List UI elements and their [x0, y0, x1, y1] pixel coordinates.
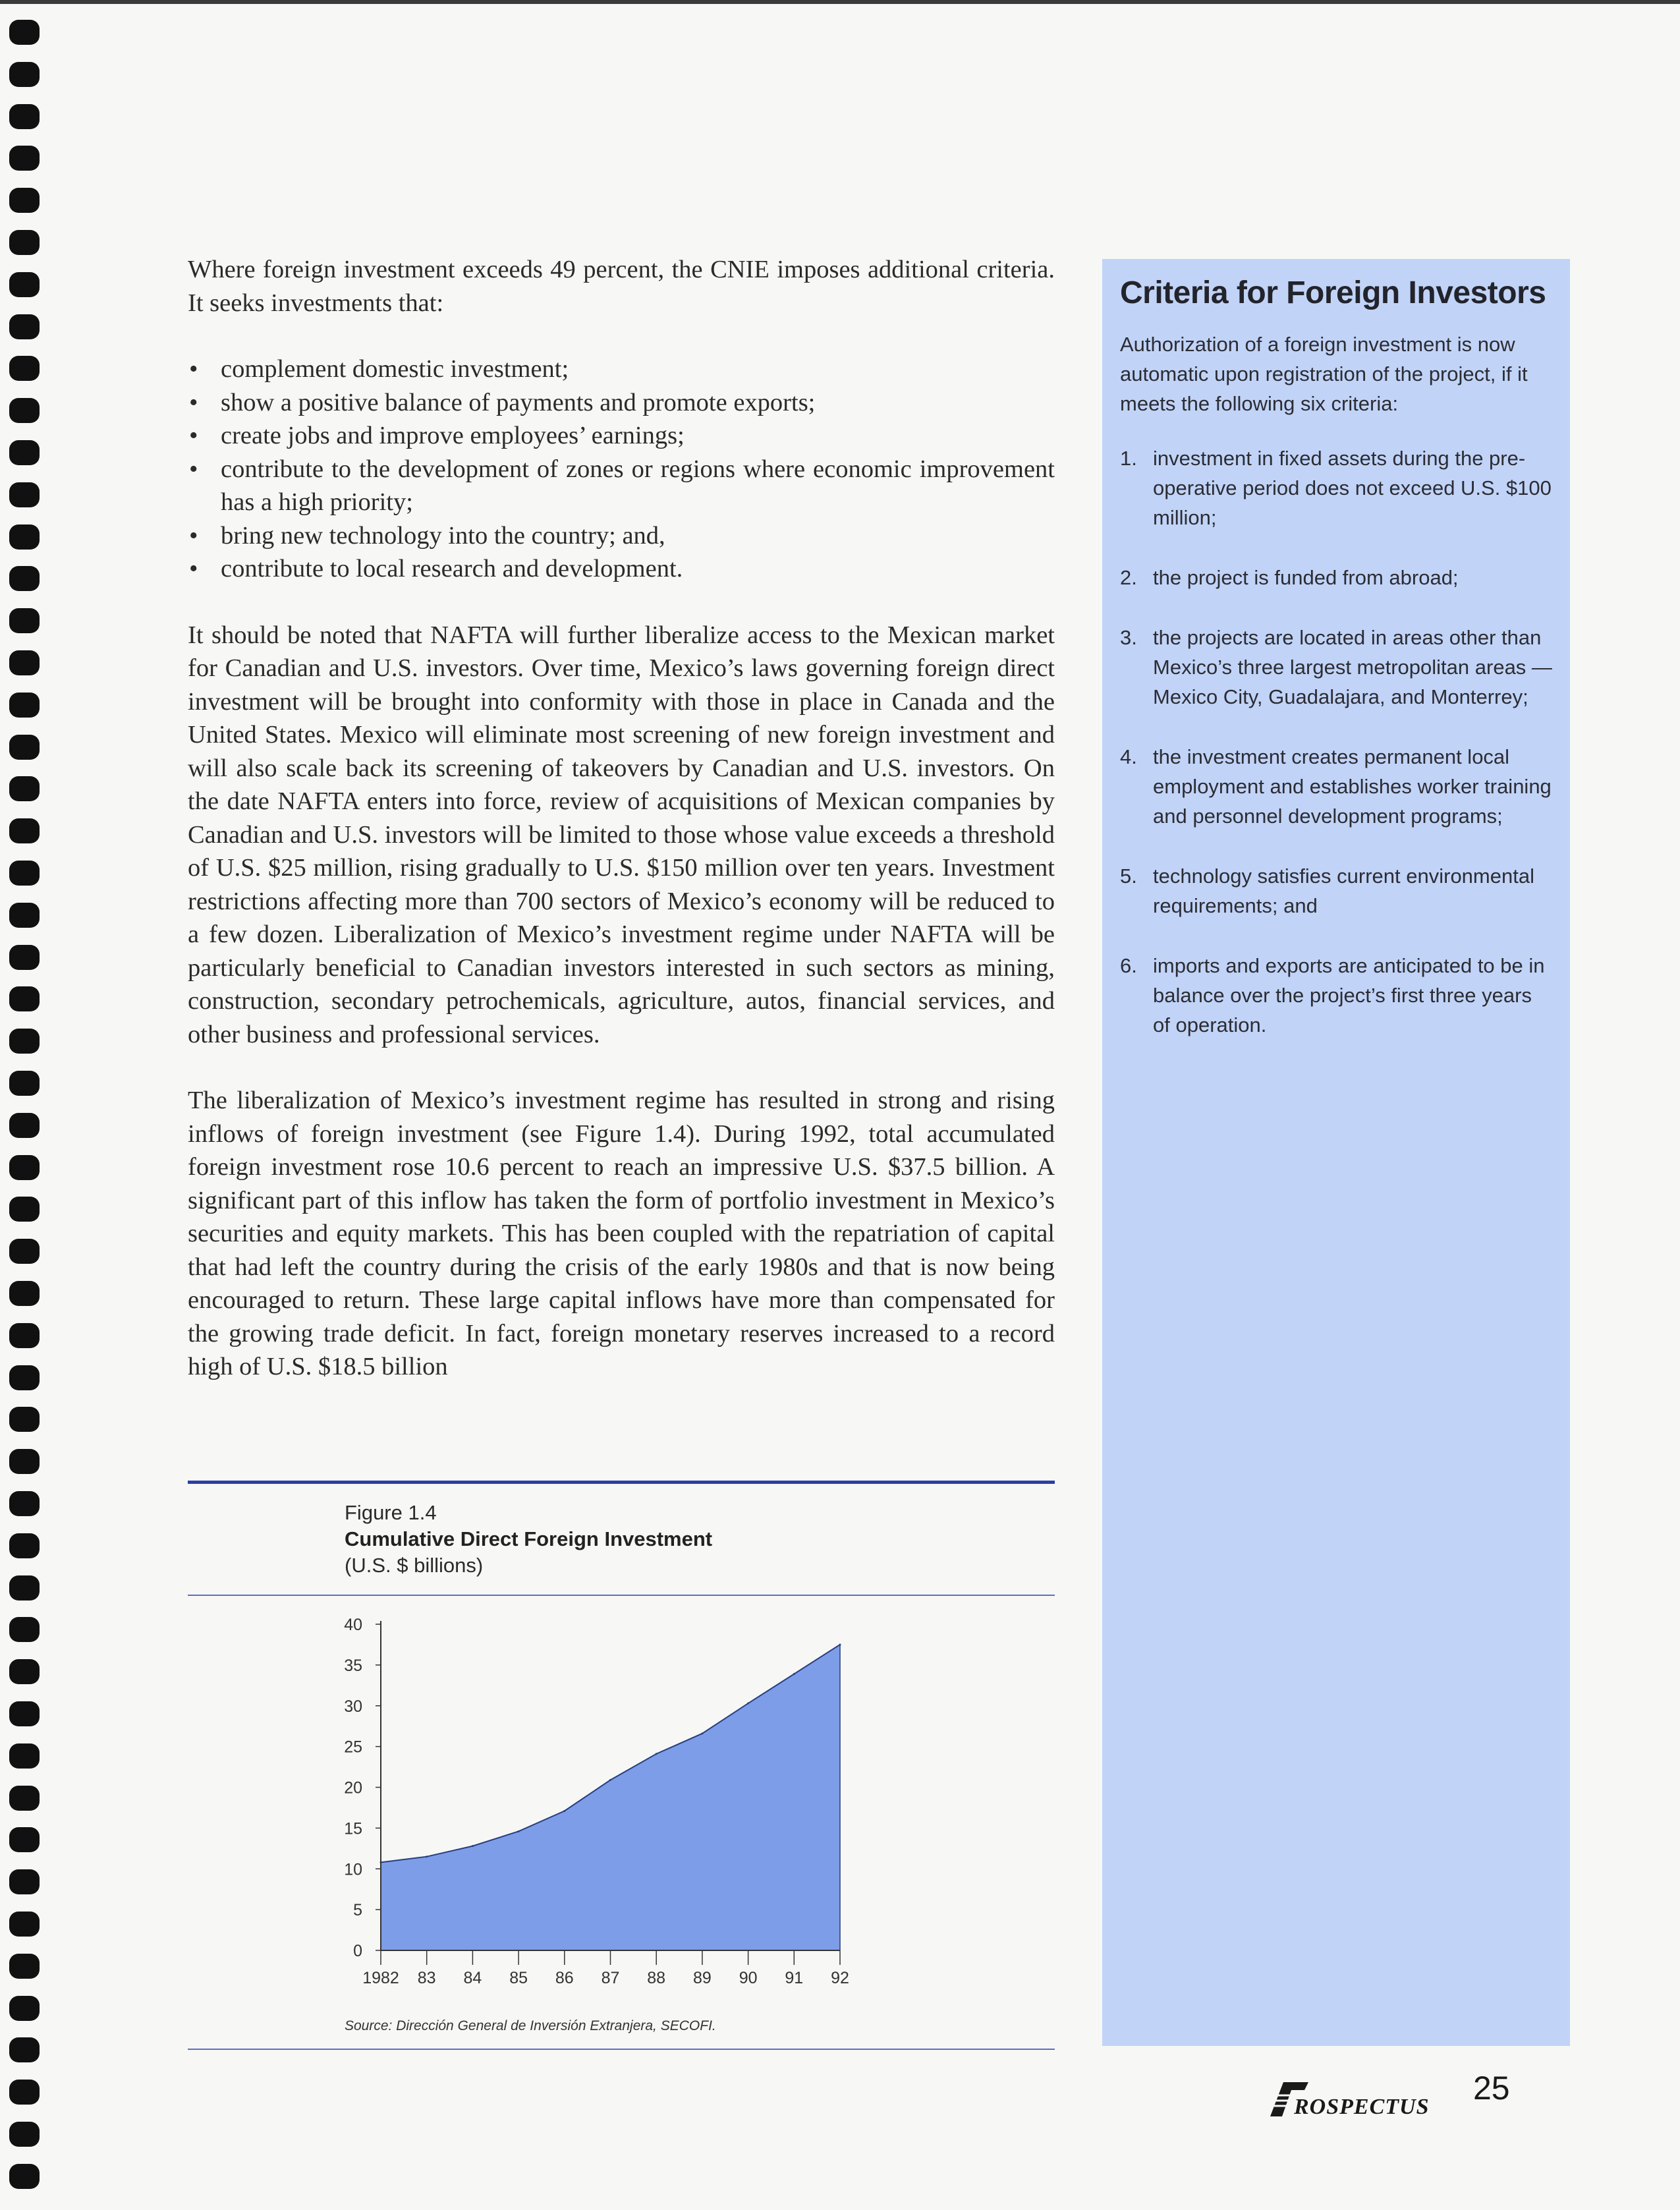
bullet-item: • contribute to local research and development.	[188, 552, 1055, 586]
criteria-number: 3.	[1120, 626, 1137, 649]
binding-hole	[9, 693, 40, 718]
top-edge-line	[0, 0, 1680, 4]
binding-hole	[9, 1239, 40, 1264]
binding-hole	[9, 1449, 40, 1474]
binding-hole	[9, 650, 40, 675]
data-point	[839, 1643, 841, 1645]
binding-hole	[9, 482, 40, 507]
criteria-number: 4.	[1120, 745, 1137, 768]
figure-header-rule	[188, 1595, 1055, 1596]
binding-hole	[9, 356, 40, 381]
binding-hole	[9, 20, 40, 45]
bullet-item: • contribute to the development of zones or regions where economic improvement has a high priority;	[188, 453, 1055, 519]
binding-hole	[9, 1197, 40, 1222]
binding-hole	[9, 1869, 40, 1894]
criteria-sidebar	[1102, 259, 1570, 2046]
x-tick-label: 90	[739, 1969, 758, 1987]
binding-hole	[9, 945, 40, 970]
data-point	[656, 1753, 658, 1755]
x-tick-label: 83	[417, 1969, 436, 1987]
figure-top-rule	[188, 1481, 1055, 1484]
binding-hole	[9, 1912, 40, 1937]
logo-wordmark	[1268, 2076, 1439, 2122]
figure-units: (U.S. $ billions)	[345, 1554, 484, 1577]
binding-hole	[9, 566, 40, 591]
criteria-item	[1120, 443, 1552, 532]
bullet-item: • bring new technology into the country; and,	[188, 519, 1055, 553]
binding-hole	[9, 1365, 40, 1390]
main-text	[188, 253, 1055, 1384]
binding-hole	[9, 1029, 40, 1054]
x-tick-label: 84	[463, 1969, 482, 1987]
binding-hole	[9, 2080, 40, 2105]
y-tick-label: 35	[344, 1656, 362, 1675]
criteria-item	[1120, 861, 1552, 921]
binding-hole	[9, 2164, 40, 2189]
figure-number: Figure 1.4	[345, 1501, 437, 1524]
data-point	[472, 1845, 474, 1847]
y-tick-label: 20	[344, 1778, 362, 1798]
criteria-text: imports and exports are anticipated to be in balance over the project’s first three years of operation.	[1153, 954, 1545, 1036]
y-tick-label: 40	[344, 1616, 362, 1634]
data-point	[609, 1779, 611, 1781]
sidebar-intro: Authorization of a foreign investment is now automatic upon registration of the project, if it meets the following six criteria:	[1120, 333, 1528, 415]
x-tick-label: 91	[785, 1969, 804, 1987]
paragraph-nafta: It should be noted that NAFTA will further liberalize access to the Mexican market for Canadian and U.S. investors. Over time, Mexico’s laws governing foreign direct investment will be brought into conformity with those in place in Canada and the United States. Mexico will eliminate most screening of new foreign investment and will also scale back its screening of takeovers by Canadian and U.S. investors. On the date NAFTA enters into force, review of acquisitions of Mexican companies by Canadian and U.S. investors will be limited to those whose value exceeds a threshold of U.S. $25 million, rising gradually to U.S. $150 million over ten years. Investment restrictions affecting more than 700 sectors of Mexico’s economy will be reduced to a few dozen. Liberalization of Mexico’s investment regime under NAFTA will be particularly beneficial to Canadian investors interested in such sectors as mining, construction, secondary petrochemicals, agriculture, autos, financial services, and other business and professional services.	[188, 621, 1055, 1048]
data-point	[426, 1856, 428, 1857]
criteria-text: technology satisfies current environmental requirements; and	[1153, 864, 1534, 917]
criteria-text: investment in fixed assets during the pre-operative period does not exceed U.S. $100 million;	[1153, 447, 1552, 529]
y-tick-label: 10	[344, 1860, 362, 1879]
investment-area-chart	[310, 1608, 903, 2003]
binding-hole	[9, 188, 40, 213]
binding-hole	[9, 1113, 40, 1138]
figure-bottom-rule	[188, 2049, 1055, 2050]
binding-hole	[9, 1281, 40, 1306]
binding-hole	[9, 1323, 40, 1348]
criteria-item	[1120, 623, 1552, 712]
x-tick-label: 1982	[362, 1969, 399, 1987]
binding-hole	[9, 735, 40, 760]
data-point	[518, 1830, 520, 1832]
binding-hole	[9, 314, 40, 339]
y-tick-label: 5	[353, 1901, 362, 1920]
criteria-list	[1120, 443, 1552, 1040]
binding-hole	[9, 1155, 40, 1180]
criteria-bullet-list	[188, 353, 1055, 586]
binding-hole	[9, 861, 40, 886]
criteria-item	[1120, 742, 1552, 831]
data-point	[701, 1732, 703, 1734]
figure-caption	[345, 1500, 712, 1579]
binding-hole	[9, 1701, 40, 1726]
binding-hole	[9, 230, 40, 255]
sidebar-title: Criteria for Foreign Investors	[1120, 275, 1546, 310]
binding-hole	[9, 2122, 40, 2147]
criteria-item	[1120, 951, 1552, 1040]
y-tick-label: 15	[344, 1819, 362, 1838]
binding-hole	[9, 2037, 40, 2062]
binding-hole	[9, 398, 40, 423]
binding-hole	[9, 986, 40, 1011]
binding-hole	[9, 1575, 40, 1601]
binding-hole	[9, 1491, 40, 1516]
binding-hole	[9, 903, 40, 928]
binding-hole	[9, 440, 40, 465]
binding-hole	[9, 146, 40, 171]
binding-hole	[9, 104, 40, 129]
x-tick-label: 89	[692, 1969, 712, 1987]
binding-hole	[9, 1659, 40, 1684]
figure-title: Cumulative Direct Foreign Investment	[345, 1527, 713, 1550]
binding-hole	[9, 272, 40, 297]
paragraph-intro: Where foreign investment exceeds 49 percent, the CNIE imposes additional criteria. It seeks investments that:	[188, 256, 1055, 317]
binding-hole	[9, 1071, 40, 1096]
data-point	[793, 1673, 795, 1675]
binding-hole	[9, 62, 40, 87]
paragraph-liberalization: The liberalization of Mexico’s investment regime has resulted in strong and rising inflows of foreign investment (see Figure 1.4). During 1992, total accumulated foreign investment rose 10.6 percent to reach an impressive U.S. $37.5 billion. A significant part of this inflow has taken the form of portfolio investment in Mexico’s securities and equity markets. This has been coupled with the repatriation of capital that had left the country during the crisis of the early 1980s and that is now being encouraged to return. These large capital inflows have more than compensated for the growing trade deficit. In fact, foreign monetary reserves increased to a record high of U.S. $18.5 billion	[188, 1087, 1055, 1380]
binding-hole	[9, 818, 40, 843]
x-tick-label: 92	[831, 1969, 849, 1987]
criteria-number: 1.	[1120, 447, 1137, 470]
figure-source: Source: Dirección General de Inversión Extranjera, SECOFI.	[345, 2018, 716, 2033]
y-tick-label: 30	[344, 1697, 362, 1716]
bullet-item: • complement domestic investment;	[188, 353, 1055, 386]
criteria-text: the projects are located in areas other than Mexico’s three largest metropolitan areas — Mexico City, Guadalajara, and Monterrey;	[1153, 626, 1552, 708]
y-tick-label: 0	[353, 1942, 362, 1960]
bullet-item: • create jobs and improve employees’ earnings;	[188, 419, 1055, 453]
criteria-number: 5.	[1120, 864, 1137, 888]
binding-hole	[9, 776, 40, 801]
criteria-text: the investment creates permanent local employment and establishes worker training and personnel development programs;	[1153, 745, 1552, 828]
binding-hole	[9, 1617, 40, 1642]
binding-hole	[9, 1407, 40, 1432]
bullet-item: • show a positive balance of payments and promote exports;	[188, 386, 1055, 420]
x-tick-label: 88	[647, 1969, 666, 1987]
data-point	[747, 1703, 749, 1705]
data-point	[563, 1810, 565, 1812]
x-tick-label: 87	[601, 1969, 620, 1987]
y-tick-label: 25	[344, 1738, 362, 1757]
criteria-text: the project is funded from abroad;	[1153, 566, 1459, 589]
binding-hole	[9, 524, 40, 550]
binding-hole	[9, 1786, 40, 1811]
x-tick-label: 86	[555, 1969, 574, 1987]
logo-text: ROSPECTUS	[1294, 2095, 1430, 2119]
spiral-binding	[9, 20, 42, 2201]
area-fill	[381, 1645, 840, 1950]
criteria-number: 2.	[1120, 566, 1137, 589]
binding-hole	[9, 1533, 40, 1558]
binding-hole	[9, 1954, 40, 1979]
binding-hole	[9, 1827, 40, 1852]
binding-hole	[9, 608, 40, 633]
binding-hole	[9, 1743, 40, 1769]
prospectus-logo	[1268, 2076, 1439, 2129]
page-number: 25	[1473, 2070, 1510, 2107]
binding-hole	[9, 1996, 40, 2021]
x-tick-label: 85	[509, 1969, 528, 1987]
criteria-item	[1120, 563, 1552, 592]
criteria-number: 6.	[1120, 954, 1137, 977]
